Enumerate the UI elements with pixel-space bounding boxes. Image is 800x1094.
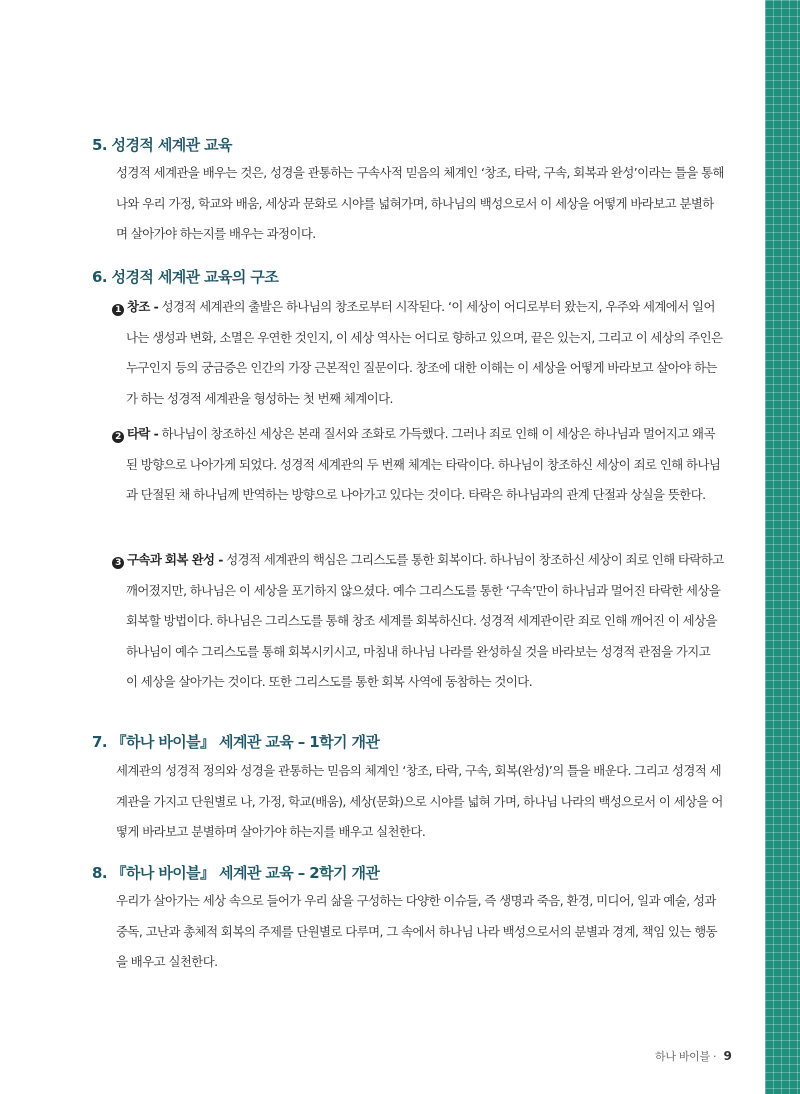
item-3-text: 성경적 세계관의 핵심은 그리스도를 통한 회복이다. 하나님이 창조하신 세상이 죄로 인해 타락하고 깨어졌지만, 하나님은 이 세상을 포기하지 않으셨다. 예수 그리스도를 통한 ‘구속’만이 하나님과 멀어진 타락한 세상을 회복할 방법이다. 하나님은 그리스도를 통해 창조 세계를 회복하신다. 성경적 세계관이란 죄로 인해 깨어진 이 세상을 하나님이 예수 그리스도를 통해 회복시키시고, 마침내 하나님 나라를 완성하실 것을 바라보는 성경적 관점을 가지고 이 세상을 살아가는 것이다. 또한 그리스도를 통한 회복 사역에 동참하는 것이다. [126, 552, 724, 689]
section-6-item-3 [112, 545, 724, 698]
side-tab-decoration [765, 0, 800, 1094]
item-1-term: 창조 - [127, 299, 159, 314]
section-7-body: 세계관의 성경적 정의와 성경을 관통하는 믿음의 체계인 ‘창조, 타락, 구속, 회복(완성)’의 틀을 배운다. 그리고 성경적 세계관을 가지고 단원별로 나, 가정, 학교(배움), 세상(문화)으로 시야를 넓혀 가며, 하나님 나라의 백성으로서 이 세상을 어떻게 바라보고 분별하며 살아가야 하는지를 배우고 실천한다. [116, 763, 723, 839]
section-6-title: 6. 성경적 세계관 교육의 구조 [92, 268, 279, 286]
footer-separator: · [713, 1050, 717, 1063]
section-7-title: 7. 『하나 바이블』 세계관 교육 – 1학기 개관 [92, 733, 380, 751]
section-8-title: 8. 『하나 바이블』 세계관 교육 – 2학기 개관 [92, 864, 380, 882]
footer-book-title: 하나 바이블 [655, 1050, 710, 1063]
section-5-body: 성경적 세계관을 배우는 것은, 성경을 관통하는 구속사적 믿음의 체계인 ‘창조, 타락, 구속, 회복과 완성’이라는 틀을 통해 나와 우리 가정, 학교와 배움, 세상과 문화로 시야를 넓혀가며, 하나님의 백성으로서 이 세상을 어떻게 바라보고 분별하며 살아가야 하는지를 배우는 과정이다. [116, 165, 724, 241]
section-6-item-1 [112, 292, 724, 414]
page-number: 9 [723, 1049, 732, 1063]
item-1-text: 성경적 세계관의 출발은 하나님의 창조로부터 시작된다. ‘이 세상이 어디로부터 왔는지, 우주와 세계에서 일어나는 생성과 변화, 소멸은 우연한 것인지, 이 세상 역사는 어디로 향하고 있으며, 끝은 있는지, 그리고 이 세상의 주인은 누구인지 등의 궁금증은 인간의 가장 근본적인 질문이다. 창조에 대한 이해는 이 세상을 어떻게 바라보고 살아야 하는가 하는 성경적 세계관을 형성하는 첫 번째 체계이다. [126, 299, 723, 406]
item-2-term: 타락 - [127, 426, 159, 441]
number-1-icon: 1 [112, 304, 124, 316]
section-6-item-2 [112, 419, 724, 511]
number-3-icon: 3 [112, 557, 124, 569]
section-8-body: 우리가 살아가는 세상 속으로 들어가 우리 삶을 구성하는 다양한 이슈들, 즉 생명과 죽음, 환경, 미디어, 일과 예술, 성과 중독, 고난과 총체적 회복의 주제를 단원별로 다루며, 그 속에서 하나님 나라 백성으로서의 분별과 경계, 책임 있는 행동을 배우고 실천한다. [116, 893, 718, 969]
item-3-term: 구속과 회복 완성 - [127, 552, 223, 567]
page-footer [655, 1048, 735, 1064]
number-2-icon: 2 [112, 431, 124, 443]
section-5-title: 5. 성경적 세계관 교육 [92, 136, 232, 154]
item-2-text: 하나님이 창조하신 세상은 본래 질서와 조화로 가득했다. 그러나 죄로 인해 이 세상은 하나님과 멀어지고 왜곡된 방향으로 나아가게 되었다. 성경적 세계관의 두 번째 체계는 타락이다. 하나님이 창조하신 세상이 죄로 인해 하나님과 단절된 채 하나님께 반역하는 방향으로 나아가고 있다는 것이다. 타락은 하나님과의 관계 단절과 상실을 뜻한다. [126, 426, 721, 502]
